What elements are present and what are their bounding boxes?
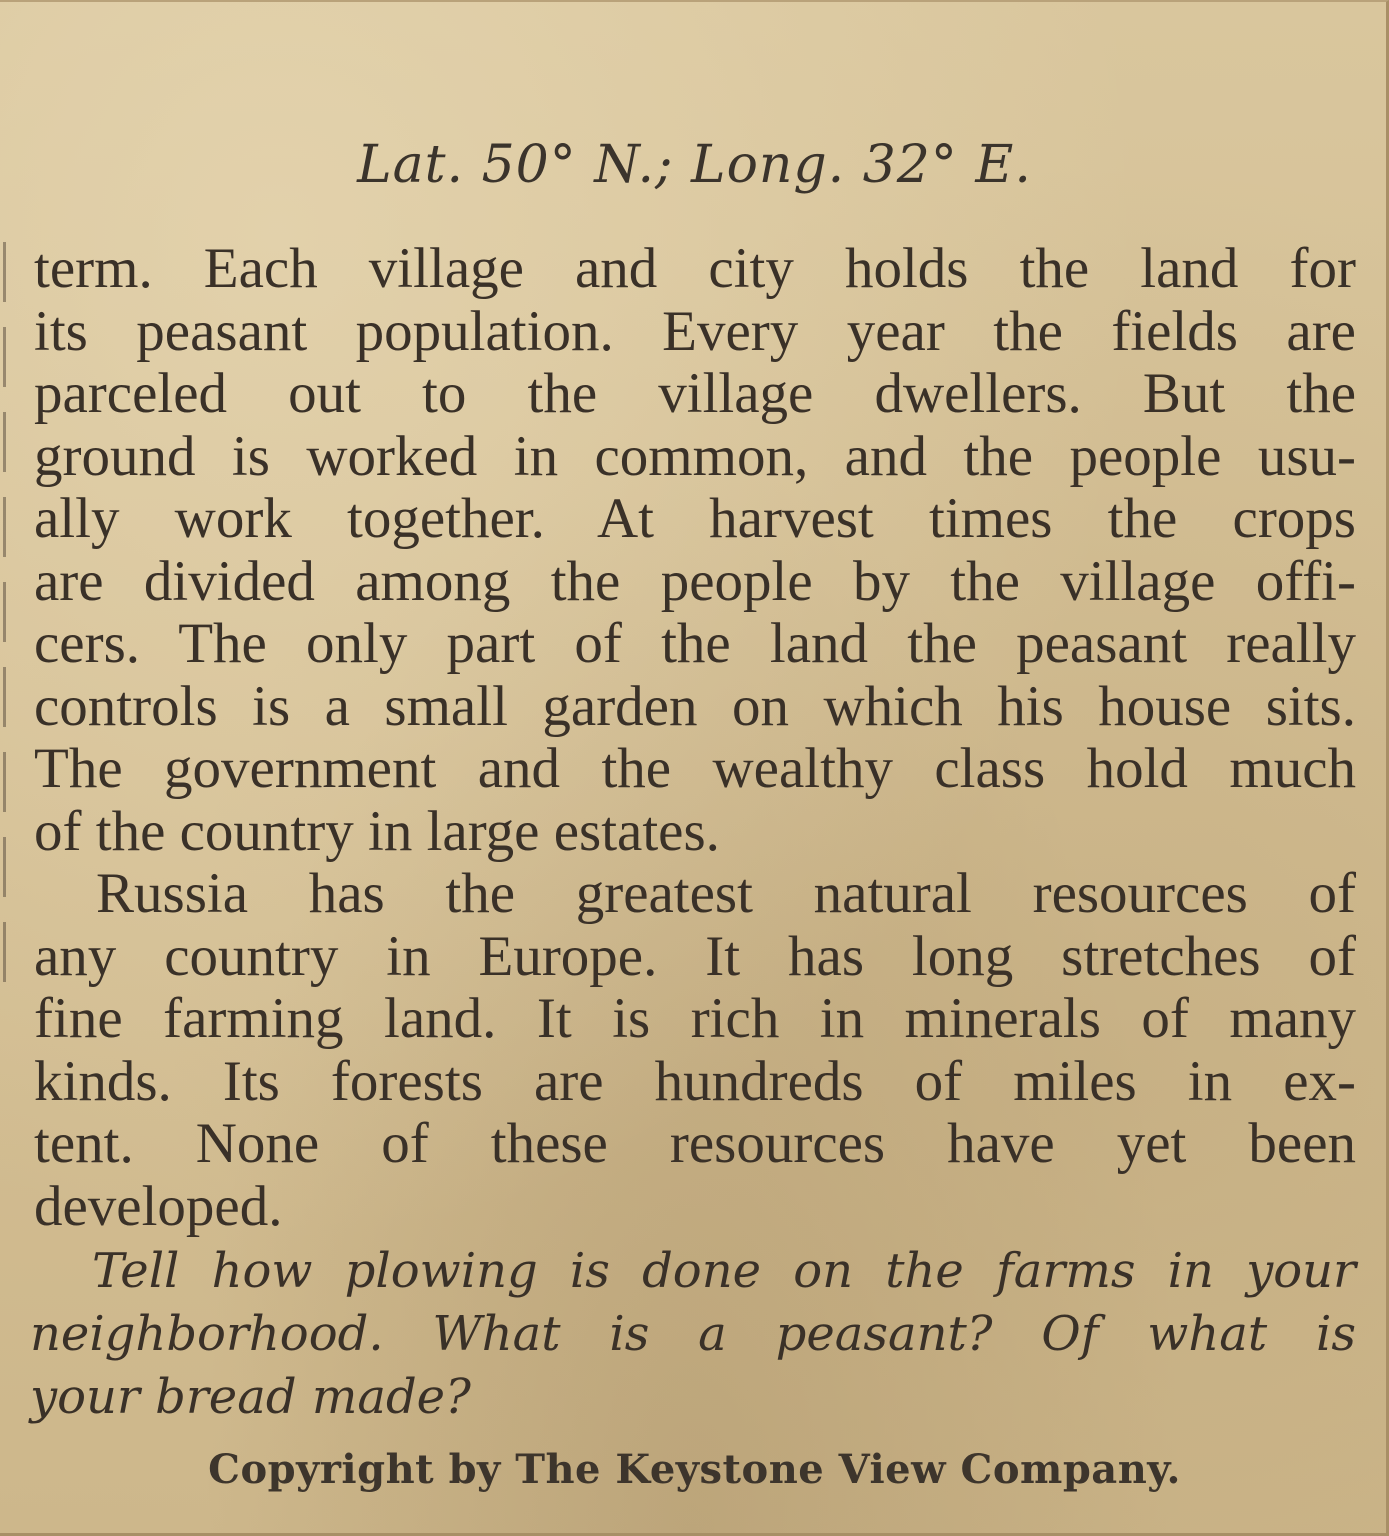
body-line: Russia has the greatest natural resources of	[96, 862, 1356, 925]
question-line: your bread made?	[30, 1369, 471, 1425]
question-line: neighborhood. What is a peasant? Of what is	[30, 1306, 1356, 1362]
body-text	[34, 238, 1356, 1238]
question-line: Tell how plowing is done on the farms in your	[92, 1243, 1356, 1299]
body-line: its peasant population. Every year the fields are	[34, 299, 1356, 363]
body-line: tent. None of these resources have yet been	[34, 1112, 1356, 1175]
body-line: term. Each village and city holds the land for	[34, 237, 1356, 300]
body-line: any country in Europe. It has long stretches of	[34, 924, 1356, 988]
body-line: ground is worked in common, and the people usu-	[34, 424, 1356, 488]
body-line: parceled out to the village dwellers. But the	[34, 362, 1356, 425]
body-line: The government and the wealthy class hold much	[34, 737, 1356, 800]
body-line: developed.	[34, 1174, 283, 1238]
study-questions	[30, 1240, 1356, 1429]
body-line: controls is a small garden on which his house sits.	[34, 674, 1356, 738]
copyright-notice: Copyright by The Keystone View Company.	[208, 1446, 1181, 1493]
card-left-edge-wear	[3, 242, 6, 1002]
body-line: are divided among the people by the village offi-	[34, 549, 1356, 613]
body-line: cers. The only part of the land the peasant really	[34, 612, 1356, 675]
body-line: fine farming land. It is rich in minerals of many	[34, 987, 1356, 1050]
body-line: ally work together. At harvest times the crops	[34, 487, 1356, 550]
coordinates-heading: Lat. 50° N.; Long. 32° E.	[357, 135, 1032, 195]
body-line: of the country in large estates.	[34, 799, 720, 863]
body-line: kinds. Its forests are hundreds of miles in ex-	[34, 1049, 1356, 1113]
